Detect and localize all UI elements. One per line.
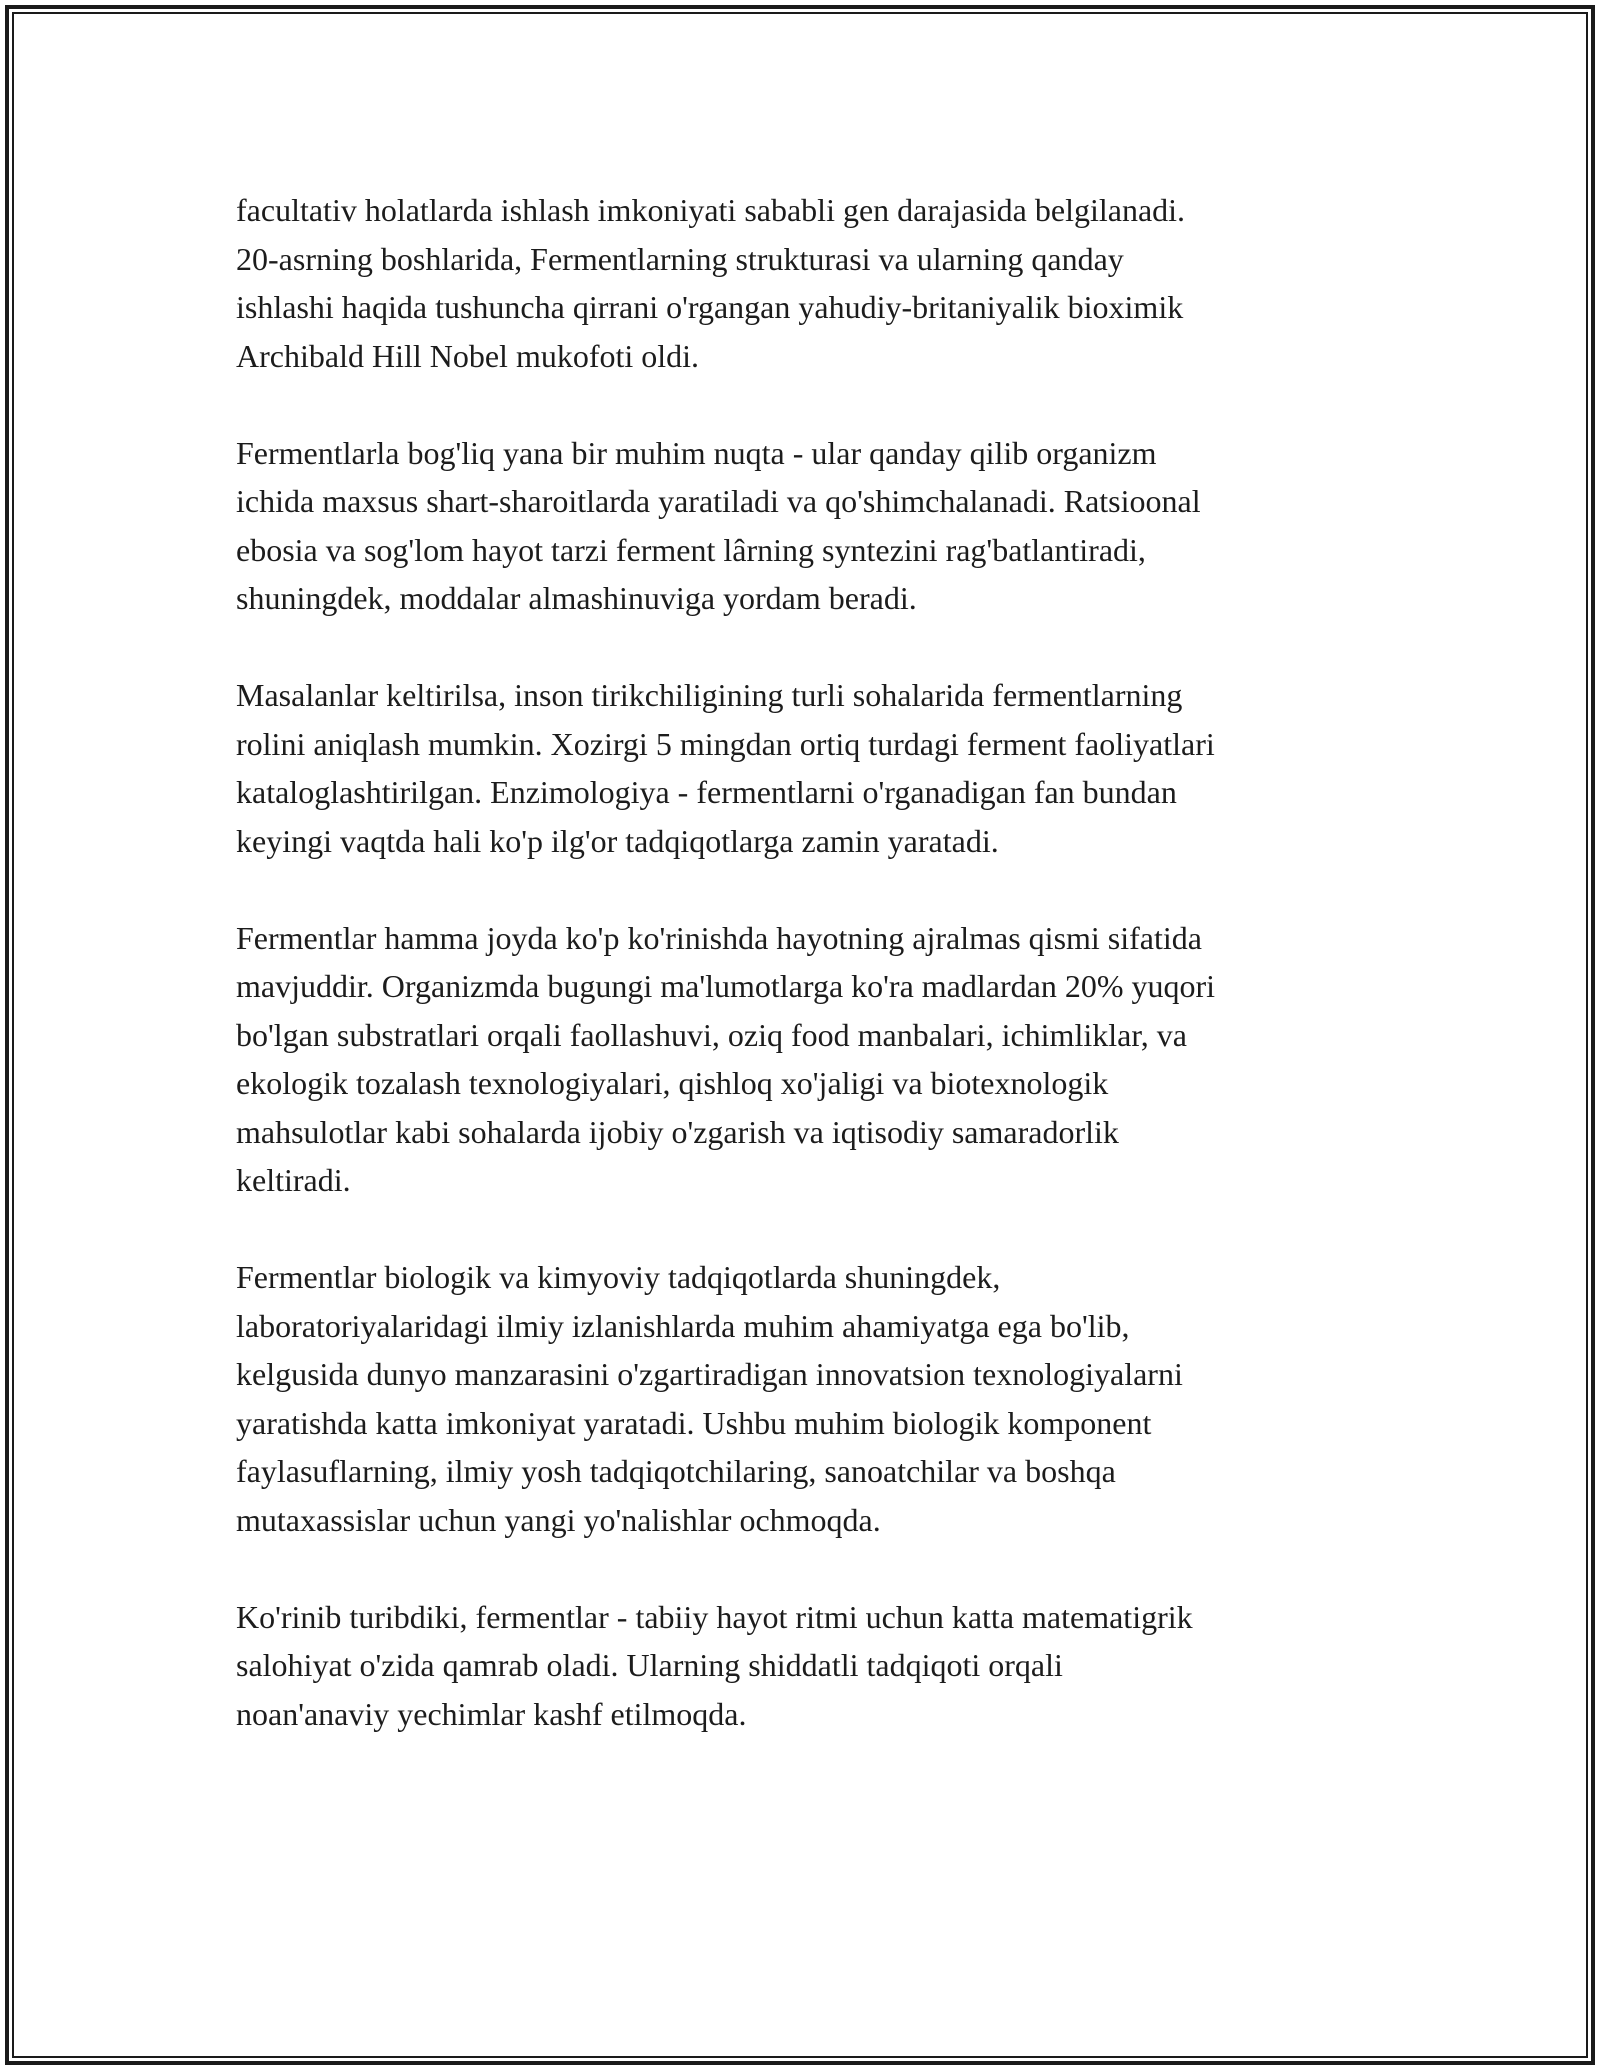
- text-line: kelgusida dunyo manzarasini o'zgartiradigan innovatsion texnologiyalarni: [236, 1356, 1183, 1392]
- text-line: mavjuddir. Organizmda bugungi ma'lumotlarga ko'ra madlardan 20% yuqori: [236, 968, 1216, 1004]
- paragraph: [236, 914, 1376, 1205]
- text-line: rolini aniqlash mumkin. Xozirgi 5 mingdan ortiq turdagi ferment faoliyatlari: [236, 725, 1215, 762]
- text-line: keyingi vaqtda hali ko'p ilg'or tadqiqotlarga zamin yaratadi.: [236, 822, 999, 859]
- text-line: mahsulotlar kabi sohalarda ijobiy o'zgarish va iqtisodiy samaradorlik: [236, 1113, 1119, 1150]
- text-line: yaratishda katta imkoniyat yaratadi. Ushbu muhim biologik komponent: [236, 1404, 1152, 1441]
- text-line: Fermentlar hamma joyda ko'p ko'rinishda hayotning ajralmas qismi sifatida: [236, 919, 1202, 956]
- text-line: 20-asrning boshlarida, Fermentlarning strukturasi va ularning qanday: [236, 240, 1124, 277]
- text-line: ebosia va sog'lom hayot tarzi ferment lârning syntezini rag'batlantiradi,: [236, 531, 1146, 568]
- document-body: [236, 186, 1376, 1787]
- text-line: Archibald Hill Nobel mukofoti oldi.: [236, 337, 700, 374]
- text-line: Masalanlar keltirilsa, inson tirikchiligining turli sohalarida fermentlarning: [236, 677, 1183, 713]
- text-line: bo'lgan substratlari orqali faollashuvi, oziq food manbalari, ichimliklar, va: [236, 1016, 1187, 1053]
- text-line: shuningdek, moddalar almashinuviga yordam beradi.: [236, 580, 917, 616]
- text-line: ishlashi haqida tushuncha qirrani o'rgangan yahudiy-britaniyalik bioximik: [236, 289, 1184, 325]
- text-line: faylasuflarning, ilmiy yosh tadqiqotchilaring, sanoatchilar va boshqa: [236, 1453, 1116, 1489]
- text-line: salohiyat o'zida qamrab oladi. Ularning shiddatli tadqiqoti orqali: [236, 1647, 1063, 1683]
- text-line: ekologik tozalash texnologiyalari, qishloq xo'jaligi va biotexnologik: [236, 1065, 1109, 1101]
- text-line: keltiradi.: [236, 1162, 351, 1198]
- paragraph: [236, 1253, 1376, 1544]
- text-line: Fermentlar biologik va kimyoviy tadqiqotlarda shuningdek,: [236, 1259, 1001, 1295]
- text-line: noan'anaviy yechimlar kashf etilmoqda.: [236, 1695, 747, 1732]
- paragraph: [236, 1593, 1376, 1739]
- text-line: Ko'rinib turibdiki, fermentlar - tabiiy hayot ritmi uchun katta matematigrik: [236, 1598, 1193, 1635]
- text-line: ichida maxsus shart-sharoitlarda yaratiladi va qo'shimchalanadi. Ratsioonal: [236, 483, 1201, 519]
- paragraph: [236, 429, 1376, 623]
- paragraph: [236, 671, 1376, 865]
- text-line: facultativ holatlarda ishlash imkoniyati sababli gen darajasida belgilanadi.: [236, 192, 1186, 228]
- text-line: Fermentlarla bog'liq yana bir muhim nuqta - ular qanday qilib organizm: [236, 434, 1157, 471]
- text-line: mutaxassislar uchun yangi yo'nalishlar ochmoqda.: [236, 1501, 881, 1538]
- text-line: laboratoriyalaridagi ilmiy izlanishlarda muhim ahamiyatga ega bo'lib,: [236, 1307, 1130, 1344]
- text-line: kataloglashtirilgan. Enzimologiya - fermentlarni o'rganadigan fan bundan: [236, 774, 1177, 810]
- paragraph: [236, 186, 1376, 380]
